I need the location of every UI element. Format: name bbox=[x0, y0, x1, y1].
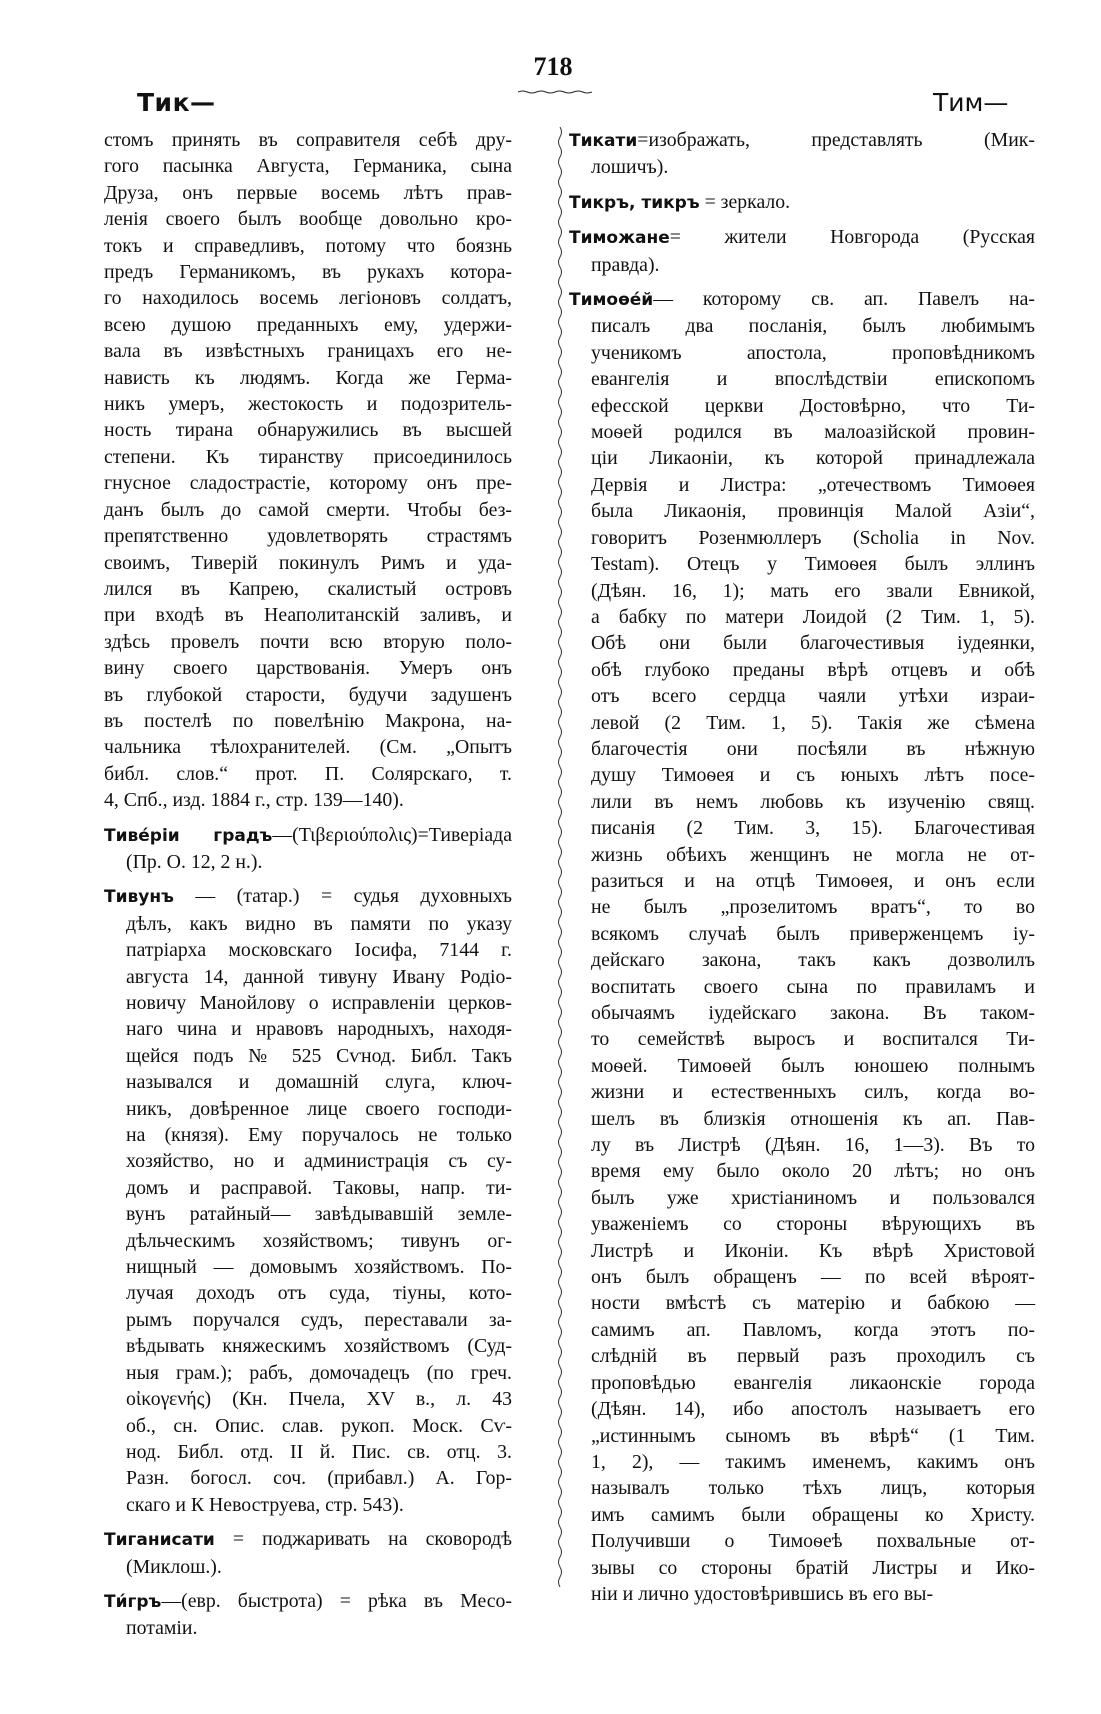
text-line bbox=[569, 1475, 1035, 1501]
text-line bbox=[104, 761, 512, 787]
line-text: писанія (2 Тим. 3, 15). Благочестивая bbox=[591, 817, 1035, 840]
text-line bbox=[104, 576, 512, 602]
line-text: патріарха московскаго Іосифа, 7144 г. bbox=[126, 939, 512, 962]
line-text: рымъ поручался судъ, переставали за- bbox=[126, 1308, 512, 1331]
line-text: евангелія и впослѣдствіи епископомъ bbox=[591, 368, 1035, 391]
line-text: =изображать, представлять (Мик- bbox=[637, 129, 1035, 151]
text-line bbox=[104, 1588, 512, 1615]
line-text: называлъ только тѣхъ лицъ, которыя bbox=[591, 1477, 1035, 1500]
line-text: вѣдывать княжескимъ хозяйствомъ (Суд- bbox=[126, 1335, 512, 1358]
entry-headword: Тимоѳе́й bbox=[569, 290, 654, 311]
page-number-wavy-rule bbox=[518, 90, 592, 94]
line-text: шелъ въ близкія отношенія къ ап. Пав- bbox=[591, 1107, 1035, 1130]
line-text: ность тирана обнаружились въ высшей bbox=[104, 419, 512, 442]
line-text: гого пасынка Августа, Германика, сына bbox=[104, 155, 512, 178]
line-text: го находилось восемь легіоновъ солдатъ, bbox=[104, 287, 512, 310]
line-text: скаго и К Невоструева, стр. 543). bbox=[126, 1493, 404, 1516]
line-text: (Миклош.). bbox=[126, 1555, 222, 1578]
text-line bbox=[569, 1449, 1035, 1475]
text-line bbox=[104, 1201, 512, 1227]
line-text: моѳей родился въ малоазійской провин- bbox=[591, 421, 1035, 444]
text-line bbox=[569, 657, 1035, 683]
line-text: онъ былъ обращенъ — по всей вѣроят- bbox=[591, 1266, 1035, 1289]
line-text: зывы со стороны братій Листры и Ико- bbox=[591, 1556, 1035, 1579]
text-line bbox=[569, 525, 1035, 551]
text-line bbox=[104, 1148, 512, 1174]
text-line bbox=[569, 1555, 1035, 1581]
text-line bbox=[569, 842, 1035, 868]
entry-continuation bbox=[104, 127, 512, 814]
text-line bbox=[104, 497, 512, 523]
text-line bbox=[104, 338, 512, 364]
line-text: дѣльческимъ хозяйствомъ; тивунъ ог- bbox=[126, 1229, 512, 1252]
line-text: проповѣдью евангелія ликаонскіе города bbox=[591, 1371, 1035, 1394]
dictionary-entry bbox=[104, 1526, 512, 1580]
text-line bbox=[569, 1317, 1035, 1343]
text-line bbox=[569, 551, 1035, 577]
dictionary-entry bbox=[569, 189, 1035, 216]
text-line bbox=[569, 1264, 1035, 1290]
text-line bbox=[569, 1026, 1035, 1052]
left-column bbox=[104, 127, 512, 1642]
line-text: былъ уже христіаниномъ и пользовался bbox=[591, 1186, 1035, 1209]
text-line bbox=[569, 868, 1035, 894]
line-text: дейскаго закона, такъ какъ дозволилъ bbox=[591, 949, 1035, 972]
line-text: а бабку по матери Лоидой (2 Тим. 1, 5). bbox=[591, 605, 1035, 628]
text-line bbox=[569, 1528, 1035, 1554]
line-text: моѳей. Тимоѳей былъ юношею полнымъ bbox=[591, 1054, 1035, 1077]
line-text: вала въ извѣстныхъ границахъ его не- bbox=[104, 340, 512, 363]
line-text: въ постелѣ по повелѣнію Макрона, на- bbox=[104, 709, 512, 732]
line-text: Обѣ они были благочестивыя іудеянки, bbox=[591, 632, 1035, 655]
line-text: щейся подъ № 525 Сѵнод. Библ. Такъ bbox=[126, 1044, 512, 1067]
text-line bbox=[104, 1333, 512, 1359]
line-text: обычаямъ іудейскаго закона. Въ таком- bbox=[591, 1002, 1035, 1024]
line-text: правда). bbox=[591, 253, 660, 276]
line-text: всею душою преданныхъ ему, удержи- bbox=[104, 313, 512, 336]
line-text: лился въ Капрею, скалистый островъ bbox=[104, 577, 512, 600]
text-line bbox=[104, 1439, 512, 1465]
line-text: (Дѣян. 16, 1); мать его звали Евникой, bbox=[591, 579, 1035, 602]
line-text: дѣлъ, какъ видно въ памяти по указу bbox=[126, 912, 512, 935]
text-line bbox=[104, 1526, 512, 1553]
text-line bbox=[569, 1581, 1035, 1607]
text-line bbox=[104, 1307, 512, 1333]
line-text: ности вмѣстѣ съ матерію и бабкою — bbox=[591, 1292, 1035, 1315]
text-line bbox=[569, 127, 1035, 154]
text-line bbox=[104, 602, 512, 628]
line-text: душу Тимоѳея и съ юныхъ лѣтъ посе- bbox=[591, 764, 1035, 787]
text-line bbox=[104, 822, 512, 849]
text-line bbox=[104, 312, 512, 338]
text-line bbox=[569, 1423, 1035, 1449]
line-text: — (татар.) = судья духовныхъ bbox=[173, 885, 512, 908]
line-text: наго чина и нравовъ народныхъ, находя- bbox=[126, 1018, 512, 1041]
text-line bbox=[569, 578, 1035, 604]
text-line bbox=[569, 1000, 1035, 1026]
line-text: нищный — домовымъ хозяйствомъ. По- bbox=[126, 1256, 512, 1279]
text-line bbox=[104, 206, 512, 232]
line-text: (Пр. О. 12, 2 н.). bbox=[126, 850, 263, 873]
line-text: вунъ ратайный— завѣдывавшій земле- bbox=[126, 1203, 512, 1226]
text-line bbox=[569, 604, 1035, 630]
line-text: библ. слов.“ прот. П. Солярскаго, т. bbox=[104, 762, 512, 785]
line-text: своимъ, Тиверій покинулъ Римъ и уда- bbox=[104, 551, 512, 574]
line-text: новичу Манойлову о исправленіи церков- bbox=[126, 992, 512, 1014]
text-line bbox=[569, 1343, 1035, 1369]
text-line bbox=[104, 655, 512, 681]
line-text: стомъ принять въ соправителя себѣ дру- bbox=[104, 129, 512, 151]
line-text: Друза, онъ первые восемь лѣтъ прав- bbox=[104, 181, 512, 204]
line-text: 4, Спб., изд. 1884 г., стр. 139—140). bbox=[104, 789, 404, 812]
line-text: хозяйство, но и администрація съ су- bbox=[126, 1150, 512, 1173]
text-line bbox=[569, 1370, 1035, 1396]
line-text: = зеркало. bbox=[699, 190, 791, 213]
line-text: лу въ Листрѣ (Дѣян. 16, 1—3). Въ то bbox=[591, 1134, 1035, 1157]
line-text: Testam). Отецъ у Тимоѳея былъ эллинъ bbox=[591, 553, 1035, 576]
line-text: лучая доходъ отъ суда, тіуны, кото- bbox=[126, 1282, 512, 1305]
text-line bbox=[104, 1413, 512, 1439]
text-line bbox=[104, 937, 512, 963]
line-text: степени. Къ тиранству присоединилось bbox=[104, 445, 512, 468]
line-text: то семействѣ выросъ и воспитался Ти- bbox=[591, 1028, 1035, 1051]
text-line bbox=[104, 1386, 512, 1412]
line-text: —(евр. быстрота) = рѣка въ Месо- bbox=[161, 1589, 512, 1612]
text-line bbox=[569, 1053, 1035, 1079]
line-text: = жители Новгорода (Русская bbox=[669, 226, 1035, 249]
dictionary-entry bbox=[569, 286, 1035, 1607]
dictionary-entry bbox=[104, 822, 512, 876]
text-line bbox=[104, 911, 512, 937]
text-line bbox=[104, 1360, 512, 1386]
text-line bbox=[569, 1079, 1035, 1105]
line-text: назывался и домашній слуга, ключ- bbox=[126, 1071, 512, 1094]
line-text: данъ былъ до самой смерти. Чтобы без- bbox=[104, 498, 512, 521]
text-line bbox=[104, 1122, 512, 1148]
text-line bbox=[569, 894, 1035, 920]
line-text: οἰκογενής) (Кн. Пчела, XV в., л. 43 bbox=[126, 1388, 512, 1411]
line-text: не былъ „прозелитомъ вратъ“, то во bbox=[591, 896, 1035, 919]
text-line bbox=[569, 472, 1035, 498]
line-text: время ему было около 20 лѣтъ; но онъ bbox=[591, 1160, 1035, 1183]
line-text: нависть къ людямъ. Когда же Герма- bbox=[104, 366, 512, 389]
line-text: —(Τιβεριούπολις)=Тиверіада bbox=[272, 823, 512, 846]
text-line bbox=[104, 444, 512, 470]
line-text: 1, 2), — такимъ именемъ, какимъ онъ bbox=[591, 1450, 1035, 1473]
text-line bbox=[104, 1096, 512, 1122]
line-text: обѣ глубоко преданы вѣрѣ отцевъ и обѣ bbox=[591, 658, 1035, 681]
text-line bbox=[104, 180, 512, 206]
line-text: Получивши о Тимоѳеѣ похвальные от- bbox=[591, 1530, 1035, 1553]
line-text: здѣсь провелъ почти всю вторую поло- bbox=[104, 630, 512, 653]
line-text: Листрѣ и Иконіи. Къ вѣрѣ Христовой bbox=[591, 1239, 1035, 1262]
text-line bbox=[569, 683, 1035, 709]
line-text: гнусное сладострастіе, которому онъ пре- bbox=[104, 472, 512, 495]
running-head-left: Тик— bbox=[137, 88, 216, 117]
text-line bbox=[104, 1554, 512, 1580]
line-text: лошичъ). bbox=[591, 156, 669, 179]
text-line bbox=[569, 1211, 1035, 1237]
line-text: никъ умеръ, жестокость и подозритель- bbox=[104, 393, 512, 416]
text-line bbox=[104, 734, 512, 760]
text-line bbox=[569, 1290, 1035, 1316]
text-line bbox=[569, 789, 1035, 815]
text-line bbox=[104, 153, 512, 179]
line-text: потаміи. bbox=[126, 1617, 198, 1640]
line-text: имъ самимъ были обращены ко Христу. bbox=[591, 1503, 1035, 1526]
entry-headword: Ти́гръ bbox=[104, 1591, 162, 1612]
text-line bbox=[569, 419, 1035, 445]
line-text: говоритъ Розенмюллеръ (Scholia in Nov. bbox=[591, 526, 1035, 549]
text-line bbox=[104, 470, 512, 496]
entry-headword: Тиможане bbox=[569, 228, 670, 249]
text-line bbox=[104, 990, 512, 1016]
text-line bbox=[569, 498, 1035, 524]
entry-headword: Тиганисати bbox=[104, 1530, 215, 1551]
text-line bbox=[104, 629, 512, 655]
text-line bbox=[104, 259, 512, 285]
text-line bbox=[104, 523, 512, 549]
text-line bbox=[104, 682, 512, 708]
line-text: въ глубокой старости, будучи задушенъ bbox=[104, 683, 512, 706]
text-line bbox=[104, 883, 512, 910]
text-line bbox=[569, 815, 1035, 841]
line-text: жизни и естественныхъ силъ, когда во- bbox=[591, 1081, 1035, 1104]
line-text: лили въ немъ любовь къ изученію свящ. bbox=[591, 790, 1035, 813]
text-line bbox=[569, 1106, 1035, 1132]
line-text: чальника тѣлохранителей. (См. „Опытъ bbox=[104, 736, 512, 759]
line-text: токъ и справедливъ, потому что боязнь bbox=[104, 234, 512, 257]
line-text: вину своего царствованія. Умеръ онъ bbox=[104, 657, 512, 680]
line-text: (Дѣян. 14), ибо апостолъ называетъ его bbox=[591, 1398, 1035, 1421]
text-line bbox=[104, 285, 512, 311]
text-line bbox=[569, 393, 1035, 419]
line-text: самимъ ап. Павломъ, когда этотъ по- bbox=[591, 1318, 1035, 1341]
text-line bbox=[569, 1132, 1035, 1158]
line-text: Дервія и Листра: „отечествомъ Тимоѳея bbox=[591, 473, 1035, 496]
line-text: об., сн. Опис. слав. рукоп. Моск. Сѵ- bbox=[126, 1414, 512, 1437]
line-text: ныя грам.); рабъ, домочадецъ (по греч. bbox=[126, 1361, 512, 1384]
text-line bbox=[569, 445, 1035, 471]
text-line bbox=[104, 708, 512, 734]
text-line bbox=[569, 974, 1035, 1000]
text-line bbox=[569, 710, 1035, 736]
text-line bbox=[569, 1158, 1035, 1184]
line-text: препятственно удовлетворять страстямъ bbox=[104, 525, 512, 548]
running-head-right: Тим— bbox=[933, 88, 1009, 117]
text-line bbox=[104, 1280, 512, 1306]
text-line bbox=[104, 1016, 512, 1042]
line-text: левой (2 Тим. 1, 5). Такія же сѣмена bbox=[591, 711, 1035, 734]
page-number: 718 bbox=[533, 52, 573, 81]
text-line bbox=[104, 550, 512, 576]
text-line bbox=[569, 224, 1035, 251]
line-text: домъ и расправой. Таковы, напр. ти- bbox=[126, 1176, 512, 1199]
entry-headword: Тивунъ bbox=[104, 887, 174, 908]
text-line bbox=[569, 252, 1035, 278]
text-line bbox=[569, 1502, 1035, 1528]
line-text: писалъ два посланія, былъ любимымъ bbox=[591, 315, 1035, 338]
text-line bbox=[104, 417, 512, 443]
text-line bbox=[569, 154, 1035, 180]
text-line bbox=[569, 366, 1035, 392]
text-line bbox=[569, 921, 1035, 947]
line-text: жизнь обѣихъ женщинъ не могла не от- bbox=[591, 843, 1035, 866]
text-line bbox=[569, 1185, 1035, 1211]
text-line bbox=[569, 947, 1035, 973]
text-line bbox=[104, 1175, 512, 1201]
right-column bbox=[569, 127, 1035, 1607]
text-line bbox=[569, 630, 1035, 656]
line-text: никъ, довѣренное лице своего господи- bbox=[126, 1097, 512, 1120]
dictionary-entry bbox=[569, 224, 1035, 278]
entry-headword: Тикати bbox=[569, 131, 638, 151]
line-text: = поджаривать на сковородѣ bbox=[214, 1528, 512, 1551]
line-text: ефесской церкви Достовѣрно, что Ти- bbox=[591, 394, 1035, 417]
line-text: ленія своего былъ вообще довольно кро- bbox=[104, 208, 512, 231]
text-line bbox=[569, 340, 1035, 366]
column-divider-wavy-line bbox=[556, 127, 564, 1587]
line-text: ученикомъ апостола, проповѣдникомъ bbox=[591, 341, 1035, 364]
line-text: на (князя). Ему поручалось не только bbox=[126, 1124, 512, 1147]
text-line bbox=[569, 1396, 1035, 1422]
text-line bbox=[569, 762, 1035, 788]
text-line bbox=[569, 736, 1035, 762]
text-line bbox=[569, 313, 1035, 339]
text-line bbox=[104, 787, 512, 813]
text-line bbox=[104, 964, 512, 990]
dictionary-entry bbox=[104, 883, 512, 1518]
dictionary-entry bbox=[104, 1588, 512, 1642]
text-line bbox=[104, 1254, 512, 1280]
text-line bbox=[569, 1238, 1035, 1264]
text-line bbox=[104, 1465, 512, 1491]
line-text: ніи и лично удостовѣрившись въ его вы- bbox=[591, 1582, 934, 1605]
line-text: была Ликаонія, провинція Малой Азіи“, bbox=[591, 500, 1035, 523]
text-line bbox=[104, 1228, 512, 1254]
line-text: всякомъ случаѣ былъ приверженцемъ іу- bbox=[591, 922, 1035, 945]
line-text: ціи Ликаоніи, къ которой принадлежала bbox=[591, 447, 1035, 470]
line-text: августа 14, данной тивуну Ивану Родіо- bbox=[126, 965, 512, 988]
line-text: при входѣ въ Неаполитанскій заливъ, и bbox=[104, 604, 512, 627]
text-line bbox=[104, 1615, 512, 1641]
line-text: благочестія они посѣяли въ нѣжную bbox=[591, 737, 1035, 760]
text-line bbox=[104, 849, 512, 875]
text-line bbox=[569, 189, 1035, 216]
line-text: отъ всего сердца чаяли утѣхи израи- bbox=[591, 685, 1035, 708]
text-line bbox=[104, 1043, 512, 1069]
line-text: воспитать своего сына по правиламъ и bbox=[591, 975, 1035, 998]
line-text: — которому св. ап. Павелъ на- bbox=[653, 288, 1035, 311]
dictionary-entry bbox=[569, 127, 1035, 181]
text-line bbox=[104, 127, 512, 153]
line-text: разиться и на отцѣ Тимоѳея, и онъ если bbox=[591, 869, 1035, 892]
line-text: слѣдній въ первый разъ проходилъ съ bbox=[591, 1345, 1035, 1368]
line-text: Разн. богосл. соч. (прибавл.) А. Гор- bbox=[126, 1467, 512, 1490]
text-line bbox=[104, 365, 512, 391]
line-text: уваженіемъ со стороны вѣрующихъ въ bbox=[591, 1213, 1035, 1236]
line-text: „истиннымъ сыномъ въ вѣрѣ“ (1 Тим. bbox=[591, 1424, 1035, 1447]
entry-headword: Тикръ, тикръ bbox=[569, 192, 700, 213]
text-line bbox=[104, 233, 512, 259]
text-line bbox=[104, 1069, 512, 1095]
text-line bbox=[104, 391, 512, 417]
entry-headword: Тиве́ріи градъ bbox=[104, 825, 273, 846]
line-text: предъ Германикомъ, въ рукахъ котора- bbox=[104, 261, 512, 284]
text-line bbox=[569, 286, 1035, 313]
text-line bbox=[104, 1492, 512, 1518]
line-text: нод. Библ. отд. II й. Пис. св. отц. 3. bbox=[126, 1440, 512, 1463]
